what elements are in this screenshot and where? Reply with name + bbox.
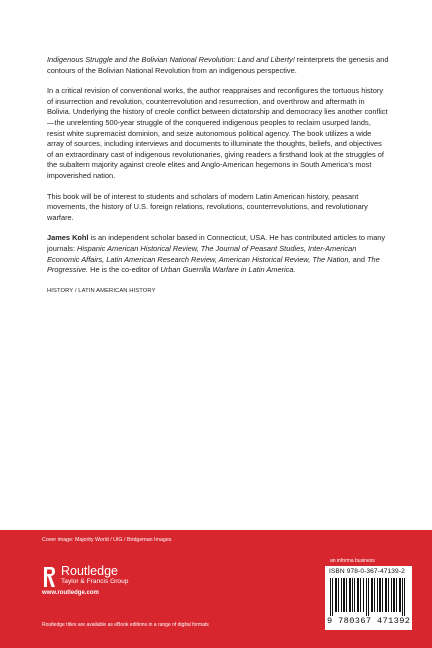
isbn-number: ISBN 978-0-367-47139-2 (329, 568, 405, 575)
barcode-icon (330, 578, 407, 616)
ebook-note: Routledge titles are available as eBook editions in a range of digital formats (42, 622, 209, 628)
routledge-logo-icon (42, 566, 56, 588)
informa-tagline: an informa business (330, 558, 375, 564)
publisher-brand (61, 565, 128, 586)
summary-paragraph: In a critical revision of conventional works, the author reappraises and reconfigures the tortuous history of insurrection and revolution, counterrevolution and resurrection, and overthrow and aftermath in Bolivia. Underlying the history of creole conflict between dictatorship and democracy lies another conflict—the unrelenting 500-year struggle of the conquered indigenous peoples to reclaim usurped lands, resist white supremacist dominion, and seize autonomous political agency. The book utilizes a wide array of sources, including interviews and documents to illuminate the thoughts, beliefs, and objectives of an extraordinary cast of indigenous revolutionaries, giving readers a firsthand look at the struggles of the subaltern majority against creole elites and Anglo-American hegemons in South America’s most impoverished nation. (47, 86, 388, 180)
book-title: Indigenous Struggle and the Bolivian National Revolution: Land and Liberty! (47, 55, 295, 64)
description-column (47, 55, 389, 296)
intro-paragraph: Indigenous Struggle and the Bolivian National Revolution: Land and Liberty! reinterprets the genesis and contours of the Bolivian National Revolution from an indigenous perspective. (47, 55, 389, 75)
author-name: James Kohl (47, 233, 89, 243)
publisher-name: Routledge (61, 564, 118, 578)
author-bio: James Kohl is an independent scholar based in Connecticut, USA. He has contributed articles to many journals: Hispanic American Historical Review, The Journal of Peasant Studies, Inter-American Economic Affairs, Latin American Research Review, American Historical Review, The Nation, and The Progressive. He is the co-editor of Urban Guerrilla Warfare in Latin America. (47, 233, 386, 275)
subject-category: HISTORY / LATIN AMERICAN HISTORY (47, 287, 156, 294)
cover-image-credit: Cover image: Majority World / UIG / Bridgeman Images (42, 537, 172, 543)
isbn-barcode (325, 566, 412, 630)
publisher-url[interactable]: www.routledge.com (42, 590, 99, 596)
publisher-group: Taylor & Francis Group (61, 578, 129, 585)
audience-paragraph: This book will be of interest to students and scholars of modern Latin American history, peasant movements, the history of U.S. foreign relations, revolutions, counterrevolutions, and revolutionary warfare. (47, 191, 368, 222)
barcode-digits: 9 780367 471392 (327, 616, 411, 626)
